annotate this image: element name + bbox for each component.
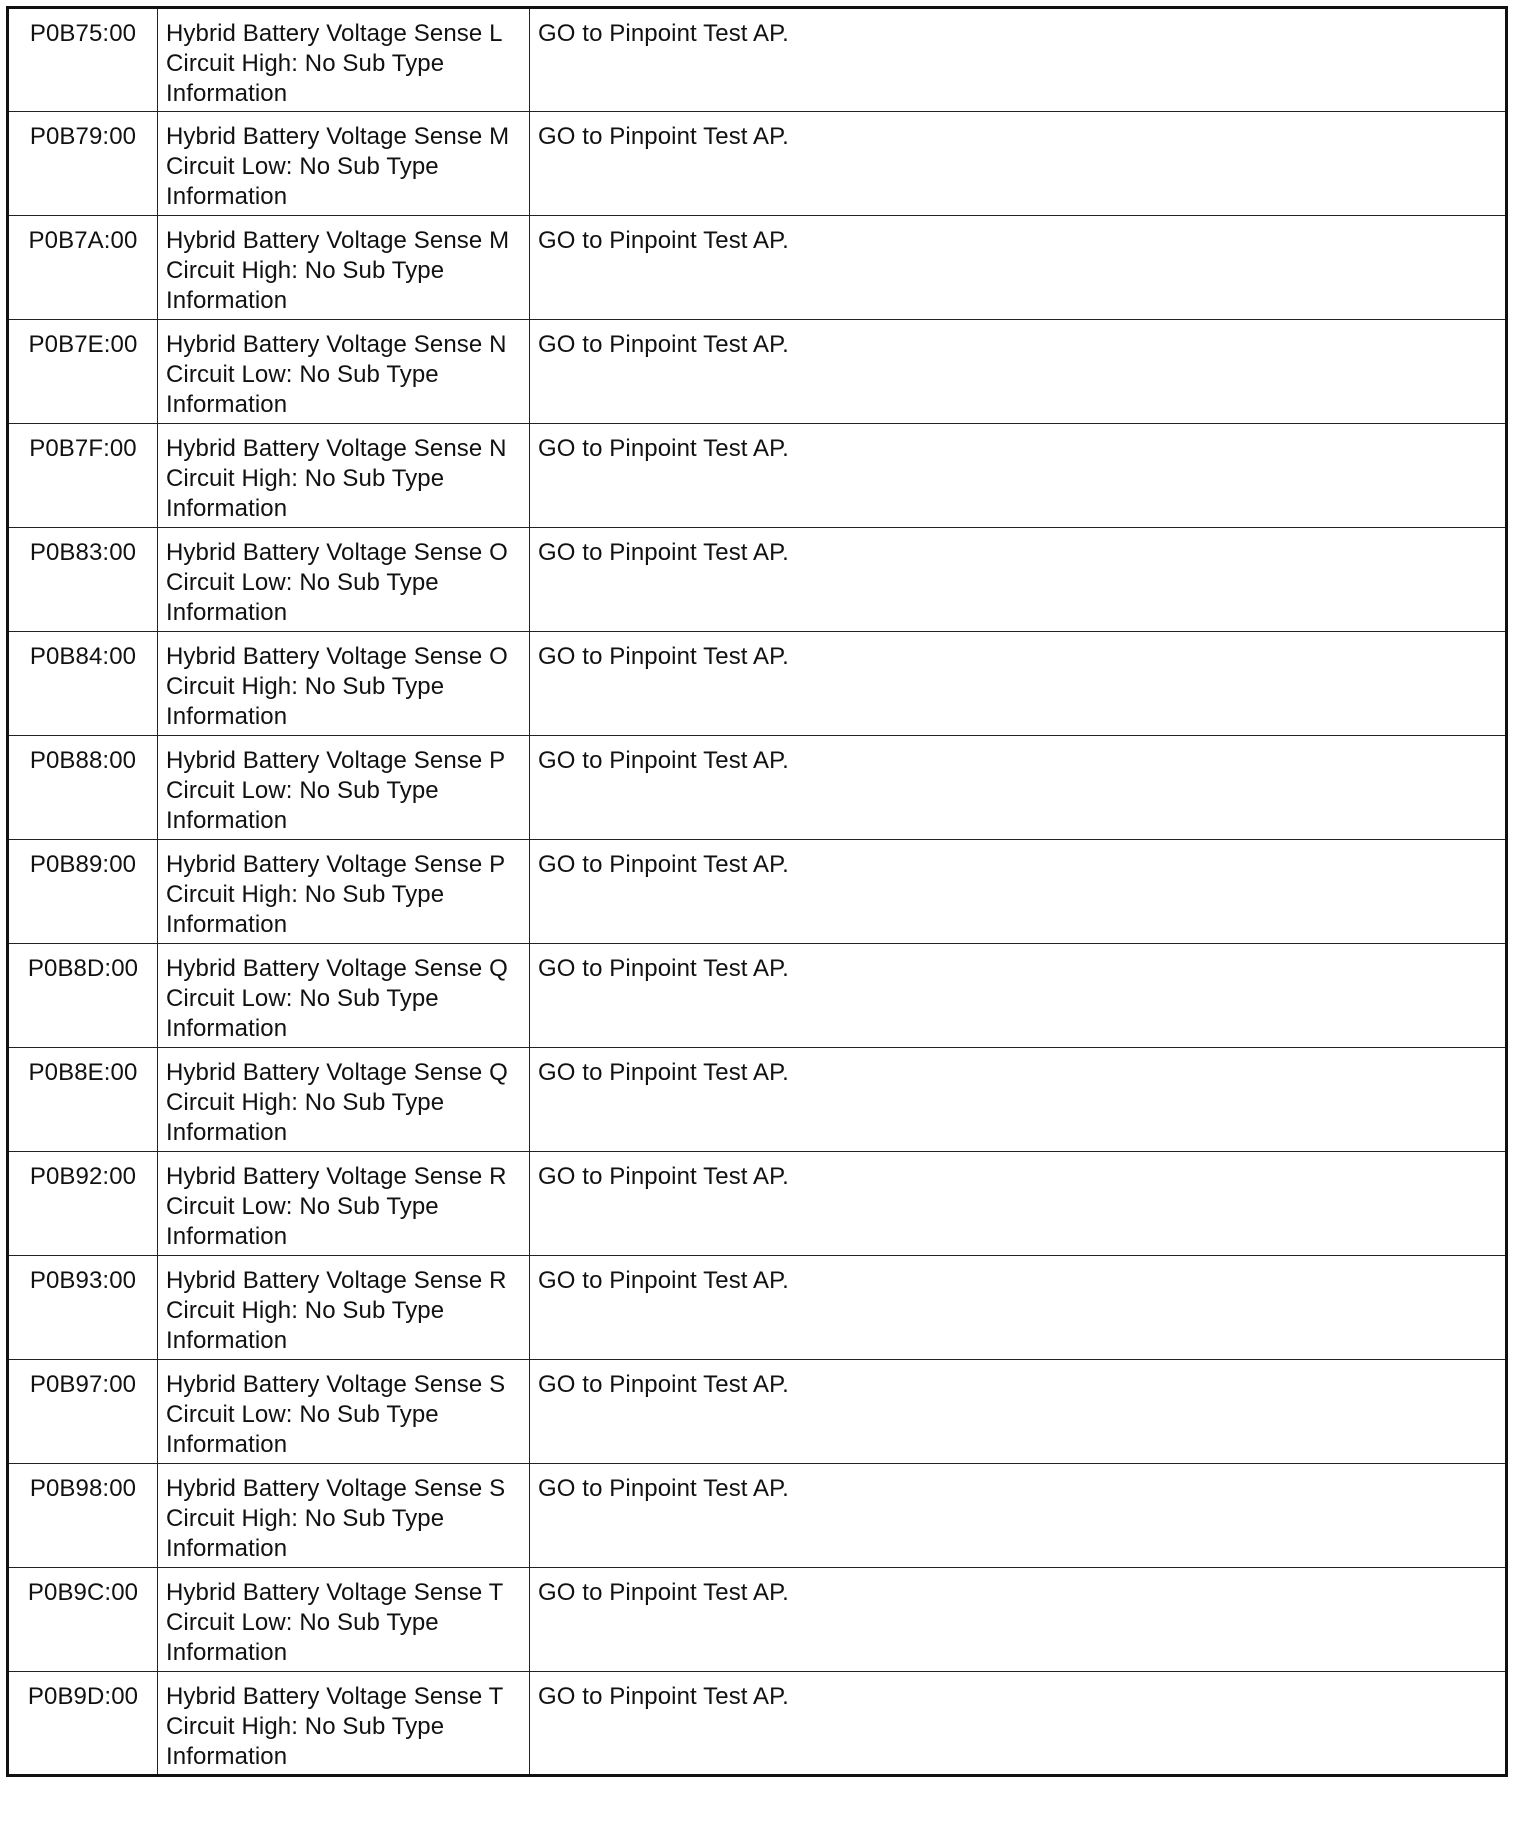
table-row bbox=[8, 944, 1507, 1048]
dtc-description-cell: Hybrid Battery Voltage Sense R Circuit Low: No Sub Type Information bbox=[158, 1152, 530, 1256]
table-row bbox=[8, 1048, 1507, 1152]
dtc-action-cell: GO to Pinpoint Test AP. bbox=[530, 736, 1507, 840]
dtc-action-cell: GO to Pinpoint Test AP. bbox=[530, 528, 1507, 632]
dtc-table bbox=[6, 6, 1508, 1777]
table-row bbox=[8, 1464, 1507, 1568]
dtc-description-cell: Hybrid Battery Voltage Sense T Circuit High: No Sub Type Information bbox=[158, 1672, 530, 1776]
table-row bbox=[8, 632, 1507, 736]
dtc-code-cell: P0B93:00 bbox=[8, 1256, 158, 1360]
dtc-description-cell: Hybrid Battery Voltage Sense R Circuit High: No Sub Type Information bbox=[158, 1256, 530, 1360]
table-row bbox=[8, 1568, 1507, 1672]
dtc-action-cell: GO to Pinpoint Test AP. bbox=[530, 1672, 1507, 1776]
dtc-description-cell: Hybrid Battery Voltage Sense S Circuit Low: No Sub Type Information bbox=[158, 1360, 530, 1464]
dtc-code-cell: P0B89:00 bbox=[8, 840, 158, 944]
dtc-code-cell: P0B9D:00 bbox=[8, 1672, 158, 1776]
dtc-description-cell: Hybrid Battery Voltage Sense S Circuit High: No Sub Type Information bbox=[158, 1464, 530, 1568]
dtc-table-body bbox=[8, 8, 1507, 1776]
dtc-code-cell: P0B98:00 bbox=[8, 1464, 158, 1568]
dtc-description-cell: Hybrid Battery Voltage Sense P Circuit High: No Sub Type Information bbox=[158, 840, 530, 944]
dtc-action-cell: GO to Pinpoint Test AP. bbox=[530, 112, 1507, 216]
dtc-action-cell: GO to Pinpoint Test AP. bbox=[530, 216, 1507, 320]
dtc-description-cell: Hybrid Battery Voltage Sense Q Circuit High: No Sub Type Information bbox=[158, 1048, 530, 1152]
dtc-code-cell: P0B8E:00 bbox=[8, 1048, 158, 1152]
dtc-code-cell: P0B84:00 bbox=[8, 632, 158, 736]
dtc-action-cell: GO to Pinpoint Test AP. bbox=[530, 1048, 1507, 1152]
dtc-code-cell: P0B97:00 bbox=[8, 1360, 158, 1464]
dtc-code-cell: P0B79:00 bbox=[8, 112, 158, 216]
table-row bbox=[8, 1360, 1507, 1464]
dtc-description-cell: Hybrid Battery Voltage Sense M Circuit Low: No Sub Type Information bbox=[158, 112, 530, 216]
dtc-code-cell: P0B92:00 bbox=[8, 1152, 158, 1256]
dtc-action-cell: GO to Pinpoint Test AP. bbox=[530, 840, 1507, 944]
table-row bbox=[8, 8, 1507, 112]
table-row bbox=[8, 840, 1507, 944]
dtc-action-cell: GO to Pinpoint Test AP. bbox=[530, 1256, 1507, 1360]
dtc-description-cell: Hybrid Battery Voltage Sense N Circuit Low: No Sub Type Information bbox=[158, 320, 530, 424]
dtc-action-cell: GO to Pinpoint Test AP. bbox=[530, 1152, 1507, 1256]
dtc-code-cell: P0B8D:00 bbox=[8, 944, 158, 1048]
dtc-description-cell: Hybrid Battery Voltage Sense L Circuit High: No Sub Type Information bbox=[158, 8, 530, 112]
dtc-description-cell: Hybrid Battery Voltage Sense M Circuit High: No Sub Type Information bbox=[158, 216, 530, 320]
table-row bbox=[8, 1672, 1507, 1776]
dtc-action-cell: GO to Pinpoint Test AP. bbox=[530, 8, 1507, 112]
dtc-description-cell: Hybrid Battery Voltage Sense P Circuit Low: No Sub Type Information bbox=[158, 736, 530, 840]
dtc-code-cell: P0B88:00 bbox=[8, 736, 158, 840]
table-row bbox=[8, 1152, 1507, 1256]
dtc-description-cell: Hybrid Battery Voltage Sense T Circuit Low: No Sub Type Information bbox=[158, 1568, 530, 1672]
dtc-code-cell: P0B83:00 bbox=[8, 528, 158, 632]
table-row bbox=[8, 736, 1507, 840]
dtc-description-cell: Hybrid Battery Voltage Sense N Circuit High: No Sub Type Information bbox=[158, 424, 530, 528]
dtc-code-cell: P0B9C:00 bbox=[8, 1568, 158, 1672]
dtc-description-cell: Hybrid Battery Voltage Sense O Circuit Low: No Sub Type Information bbox=[158, 528, 530, 632]
dtc-code-cell: P0B7A:00 bbox=[8, 216, 158, 320]
dtc-action-cell: GO to Pinpoint Test AP. bbox=[530, 1568, 1507, 1672]
dtc-action-cell: GO to Pinpoint Test AP. bbox=[530, 632, 1507, 736]
dtc-description-cell: Hybrid Battery Voltage Sense Q Circuit Low: No Sub Type Information bbox=[158, 944, 530, 1048]
dtc-action-cell: GO to Pinpoint Test AP. bbox=[530, 1464, 1507, 1568]
dtc-action-cell: GO to Pinpoint Test AP. bbox=[530, 320, 1507, 424]
table-row bbox=[8, 320, 1507, 424]
dtc-action-cell: GO to Pinpoint Test AP. bbox=[530, 1360, 1507, 1464]
table-row bbox=[8, 112, 1507, 216]
dtc-action-cell: GO to Pinpoint Test AP. bbox=[530, 424, 1507, 528]
dtc-code-cell: P0B7E:00 bbox=[8, 320, 158, 424]
dtc-code-cell: P0B7F:00 bbox=[8, 424, 158, 528]
table-row bbox=[8, 528, 1507, 632]
dtc-description-cell: Hybrid Battery Voltage Sense O Circuit High: No Sub Type Information bbox=[158, 632, 530, 736]
table-row bbox=[8, 1256, 1507, 1360]
dtc-code-cell: P0B75:00 bbox=[8, 8, 158, 112]
table-row bbox=[8, 216, 1507, 320]
dtc-action-cell: GO to Pinpoint Test AP. bbox=[530, 944, 1507, 1048]
table-row bbox=[8, 424, 1507, 528]
